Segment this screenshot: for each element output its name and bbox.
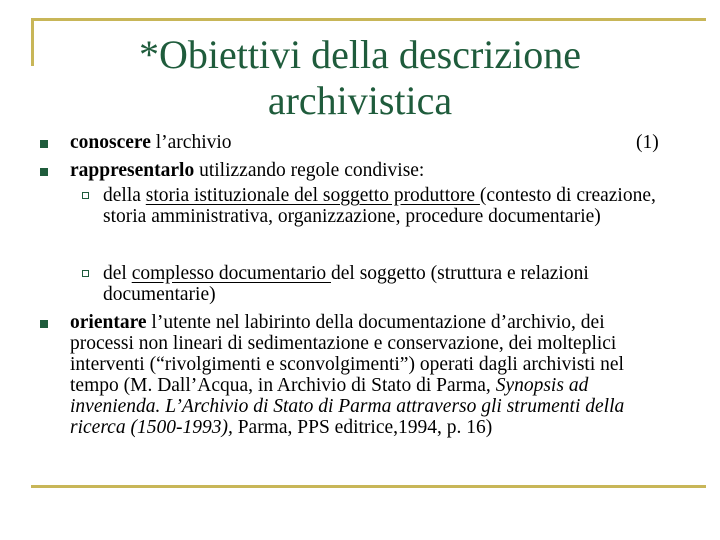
bullet-square-icon: [40, 168, 48, 176]
subitem-prefix: del: [103, 263, 132, 284]
item-lead: rappresentarlo: [70, 160, 195, 181]
list-item-orientare: [70, 312, 630, 438]
list-item-rappresentarlo: [70, 160, 690, 181]
subitem-text: del soggetto (struttura e relazioni documentarie): [103, 263, 589, 305]
bullet-square-icon: [40, 320, 48, 328]
subitem-underlined: complesso documentario: [131, 263, 331, 284]
subitem-underlined: storia istituzionale del soggetto produttore: [145, 185, 480, 206]
sublist-item-storia: [103, 185, 693, 227]
item-lead: orientare: [70, 312, 147, 333]
bullet-hollow-square-icon: [82, 270, 89, 277]
item-lead: conoscere: [70, 132, 151, 153]
sublist-item-complesso: [103, 263, 693, 305]
item-text: l’archivio: [150, 132, 232, 153]
item-text-tail: Parma, PPS editrice,1994, p. 16): [232, 417, 493, 438]
slide-footnote-number: (1): [636, 132, 659, 153]
bullet-hollow-square-icon: [82, 192, 89, 199]
subitem-prefix: della: [103, 185, 146, 206]
list-item-conoscere: [70, 132, 690, 153]
item-text: l’utente nel labirinto della documentazione d’archivio, dei processi non lineari di sedimentazione e conservazione, dei molteplici interventi (“rivolgimenti e sconvolgimenti”) operati dagli archivisti nel tempo (M. Dall’Acqua, in Archivio di Stato di Parma,: [70, 312, 624, 396]
slide-title: *Obiettivi della descrizione archivistica: [138, 32, 582, 123]
item-text: utilizzando regole condivise:: [194, 160, 425, 181]
subitem-text: (contesto di creazione, storia amministrativa, organizzazione, procedure documentarie): [103, 185, 656, 227]
item-italic-citation: Synopsis ad invenienda. L’Archivio di Stato di Parma attraverso gli strumenti della ricerca (1500-1993),: [70, 375, 625, 438]
bullet-square-icon: [40, 140, 48, 148]
